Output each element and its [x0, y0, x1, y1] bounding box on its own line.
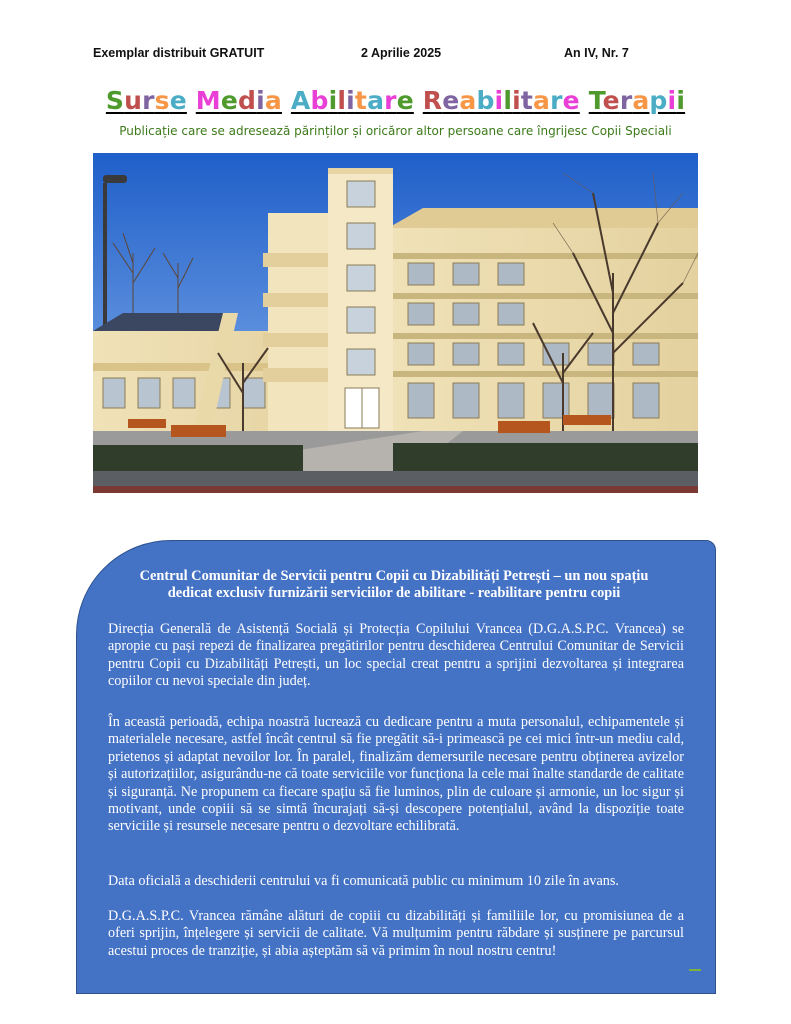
- article-paragraph-3: Data oficială a deschiderii centrului va fi comunicată public cu minimum 10 zile în avans.: [108, 873, 619, 889]
- article-title-line-2: dedicat exclusiv furnizării serviciilor de abilitare - reabilitare pentru copii: [167, 585, 621, 601]
- masthead-word: Abilitare: [290, 86, 414, 115]
- masthead-subtitle: Publicație care se adresează părinților și oricăror altor persoane care îngrijesc Copii Speciali: [119, 124, 672, 138]
- box-accent-line: [689, 969, 701, 971]
- issue-number: An IV, Nr. 7: [564, 46, 629, 60]
- masthead-word: Surse: [105, 86, 187, 115]
- article-title: [100, 568, 688, 602]
- article-paragraph-4: D.G.A.S.P.C. Vrancea rămâne alături de copiii cu dizabilități și familiile lor, cu promisiunea de a oferi sprijin, înțelegere și servicii de calitate. Vă mulțumim pentru răbdare și susținere pe parcursul acestui proces de tranziție, și abia așteptăm să vă primim în noul nostru centru!: [108, 908, 684, 959]
- building-photo-illustration: [93, 153, 698, 493]
- masthead-word: Media: [195, 86, 282, 115]
- header-line: [0, 46, 791, 66]
- article-paragraph-1: Direcția Generală de Asistență Socială și Protecția Copilului Vrancea (D.G.A.S.P.C. Vrancea) se apropie cu pași repezi de finalizarea pregătirilor pentru deschiderea Centrului Comunitar de Servicii pentru Copii cu Dizabilități Petrești, un loc special creat pentru a sprijini dezvoltarea și integrarea copiilor cu nevoi speciale din județ.: [108, 621, 684, 690]
- masthead-title: [0, 86, 791, 115]
- distribution-note: Exemplar distribuit GRATUIT: [93, 46, 265, 60]
- issue-date: 2 Aprilie 2025: [361, 46, 442, 60]
- masthead-word: Terapii: [588, 86, 686, 115]
- masthead-word: Reabilitare: [422, 86, 580, 115]
- article-title-line-1: Centrul Comunitar de Servicii pentru Copii cu Dizabilități Petrești – un nou spațiu: [139, 568, 649, 584]
- article-paragraph-2: În această perioadă, echipa noastră lucrează cu dedicare pentru a muta personalul, echipamentele și materialele necesare, astfel încât centrul să fie pregătit să-i primească pe cei mici într-un mediu cald, prietenos și adaptat nevoilor lor. În paralel, finalizăm demersurile necesare pentru obținerea avizelor și autorizațiilor, asigurându-ne că toate serviciile vor funcționa la cele mai înalte standarde de calitate și siguranță. Ne propunem ca fiecare spațiu să fie luminos, plin de culoare și armonie, un loc sigur și motivant, unde copiii să se simtă încurajați să-și descopere potențialul, având la dispoziție toate serviciile și resursele necesare pentru o dezvoltare echilibrată.: [108, 714, 684, 835]
- building-photo: [93, 153, 698, 493]
